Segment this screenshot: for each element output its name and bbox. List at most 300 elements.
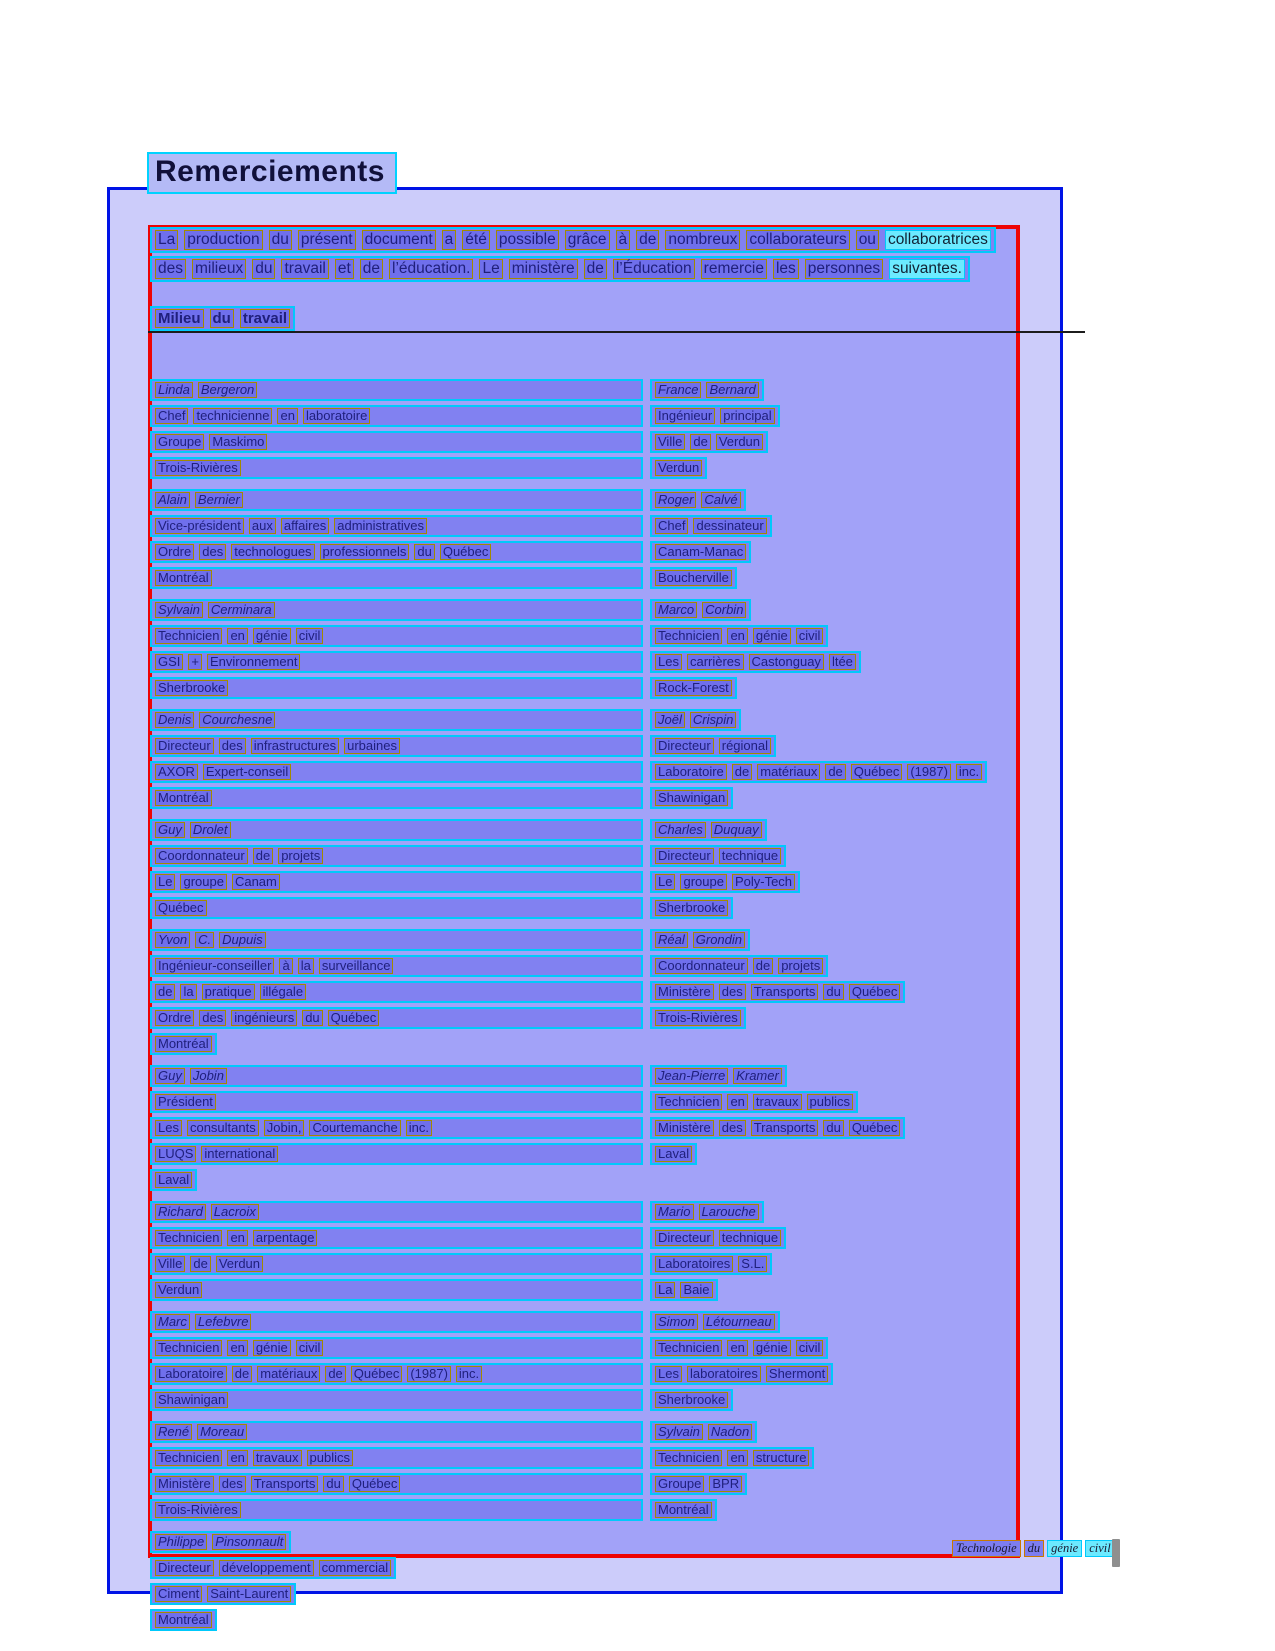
right-column-cell <box>650 1091 858 1113</box>
word-box: de <box>325 1366 345 1382</box>
word-box: de <box>155 984 175 1000</box>
line-highlight <box>650 677 737 699</box>
word-box: Rock-Forest <box>655 680 732 696</box>
word-box: Marco <box>655 602 697 618</box>
word-box: illégale <box>260 984 306 1000</box>
line-highlight <box>650 1007 746 1029</box>
word-box: Transports <box>751 984 819 1000</box>
word-box: Ordre <box>155 1010 194 1026</box>
right-column-cell <box>650 599 751 621</box>
word-box: La <box>155 230 178 250</box>
acknowledgement-group <box>150 599 1020 699</box>
word-box: Courtemanche <box>309 1120 400 1136</box>
list-row <box>150 955 1020 977</box>
word-box: aux <box>249 518 276 534</box>
word-box: Shawinigan <box>655 790 728 806</box>
word-box: Montréal <box>655 1502 712 1518</box>
line-highlight <box>650 457 707 479</box>
right-column-cell <box>650 1227 786 1249</box>
word-box: en <box>727 1340 747 1356</box>
word-box: Baie <box>680 1282 712 1298</box>
word-box: Technicien <box>155 1450 222 1466</box>
line-highlight <box>650 955 828 977</box>
list-row <box>150 1033 1020 1055</box>
page-number-mark <box>1112 1539 1120 1567</box>
acknowledgement-group <box>150 929 1020 1055</box>
word-box: Kramer <box>733 1068 782 1084</box>
word-box: travaux <box>753 1094 802 1110</box>
line-highlight <box>150 1007 643 1029</box>
acknowledgement-group <box>150 489 1020 589</box>
word-box: Québec <box>351 1366 403 1382</box>
right-column-cell <box>650 929 750 951</box>
line-highlight <box>150 1033 217 1055</box>
word-box: Ville <box>155 1256 185 1272</box>
list-row <box>150 1583 1020 1605</box>
word-box: a <box>442 230 457 250</box>
word-box: Boucherville <box>655 570 732 586</box>
word-box: Ingénieur <box>655 408 715 424</box>
word-box: Directeur <box>155 1560 214 1576</box>
word-box: Directeur <box>655 1230 714 1246</box>
word-box: et <box>335 259 354 279</box>
right-column-cell <box>650 1201 764 1223</box>
page-title: Remerciements <box>147 152 397 194</box>
word-box: Laval <box>155 1172 192 1188</box>
word-box: du <box>323 1476 343 1492</box>
line-highlight <box>150 1065 643 1087</box>
left-column-cell <box>150 1117 643 1139</box>
right-column-cell <box>650 515 772 537</box>
word-box: Laboratoire <box>155 1366 227 1382</box>
word-box: Le <box>155 874 175 890</box>
word-box: ingénieurs <box>231 1010 297 1026</box>
word-box: de <box>190 1256 210 1272</box>
right-column-cell <box>650 405 780 427</box>
word-box: Verdun <box>216 1256 263 1272</box>
line-highlight <box>650 1447 814 1469</box>
word-box: possible <box>496 230 559 250</box>
word-box: été <box>462 230 490 250</box>
line-highlight <box>150 787 643 809</box>
list-row <box>150 1363 1020 1385</box>
footer-word-box: du <box>1024 1540 1045 1557</box>
left-column-cell <box>150 709 643 731</box>
word-box: Larouche <box>699 1204 759 1220</box>
line-highlight <box>650 1201 764 1223</box>
word-box: Laval <box>655 1146 692 1162</box>
word-box: Technicien <box>655 1450 722 1466</box>
line-highlight <box>650 567 737 589</box>
word-box: Sherbrooke <box>655 1392 728 1408</box>
word-box: Dupuis <box>219 932 265 948</box>
line-highlight <box>650 1065 787 1087</box>
word-box: dessinateur <box>693 518 766 534</box>
line-highlight <box>650 1389 733 1411</box>
list-row <box>150 1143 1020 1165</box>
right-column-cell <box>650 1499 717 1521</box>
list-row <box>150 599 1020 621</box>
left-column-cell <box>150 1279 643 1301</box>
word-box: Grondin <box>693 932 745 948</box>
right-column-cell <box>650 1007 746 1029</box>
right-column-cell <box>650 1337 828 1359</box>
word-box: Simon <box>655 1314 698 1330</box>
list-row <box>150 1421 1020 1443</box>
word-box: les <box>773 259 799 279</box>
word-box: AXOR <box>155 764 198 780</box>
list-row <box>150 1065 1020 1087</box>
word-box: administratives <box>334 518 427 534</box>
right-column-cell <box>650 1143 697 1165</box>
right-column-cell <box>650 761 987 783</box>
left-column-cell <box>150 405 643 427</box>
word-box: Pinsonnault <box>212 1534 286 1550</box>
word-box: Trois-Rivières <box>155 1502 241 1518</box>
left-column-cell <box>150 1473 643 1495</box>
list-row <box>150 489 1020 511</box>
word-box: ltée <box>829 654 856 670</box>
right-column-cell <box>650 489 746 511</box>
list-row <box>150 541 1020 563</box>
line-highlight <box>150 1363 643 1385</box>
line-highlight <box>150 457 643 479</box>
word-box: Charles <box>655 822 706 838</box>
word-box: génie <box>753 1340 791 1356</box>
word-box: pratique <box>202 984 255 1000</box>
line-highlight <box>650 735 776 757</box>
word-box: Bernier <box>195 492 243 508</box>
left-column-cell <box>150 897 643 919</box>
acknowledgement-group <box>150 1421 1020 1521</box>
footer-word-box: génie <box>1047 1540 1082 1557</box>
word-box: technique <box>719 848 781 864</box>
line-highlight <box>650 871 800 893</box>
word-box: Ingénieur-conseiller <box>155 958 274 974</box>
word-box: des <box>199 544 226 560</box>
word-box: Canam <box>232 874 280 890</box>
right-column-cell <box>650 709 741 731</box>
word-box: Marc <box>155 1314 190 1330</box>
line-highlight <box>650 1337 828 1359</box>
word-box: travail <box>240 309 290 328</box>
word-box: Denis <box>155 712 194 728</box>
word-box: publics <box>307 1450 353 1466</box>
word-box: Guy <box>155 822 185 838</box>
word-box: Alain <box>155 492 190 508</box>
word-box: Vice-président <box>155 518 244 534</box>
word-box: à <box>279 958 292 974</box>
list-row <box>150 787 1020 809</box>
word-box: Montréal <box>155 1612 212 1628</box>
line-highlight <box>150 761 643 783</box>
word-box: Moreau <box>197 1424 247 1440</box>
word-box: Le <box>655 874 675 890</box>
word-box: Directeur <box>655 738 714 754</box>
right-column-cell <box>650 1253 772 1275</box>
right-column-cell <box>650 1473 747 1495</box>
right-column-cell <box>650 1363 833 1385</box>
left-column-cell <box>150 1557 643 1579</box>
word-box: Québec <box>849 984 901 1000</box>
list-row <box>150 1169 1020 1191</box>
word-box: en <box>277 408 297 424</box>
word-box: Québec <box>849 1120 901 1136</box>
word-box: Ciment <box>155 1586 202 1602</box>
word-box: + <box>188 654 202 670</box>
footer-word-box: civil <box>1085 1540 1115 1557</box>
word-box: Roger <box>655 492 696 508</box>
word-box: à <box>616 230 631 250</box>
word-box: Corbin <box>702 602 746 618</box>
word-box: Jobin <box>190 1068 227 1084</box>
word-box: Expert-conseil <box>203 764 291 780</box>
word-box: génie <box>253 628 291 644</box>
right-column-cell <box>650 1117 905 1139</box>
left-column-cell <box>150 1389 643 1411</box>
word-box: Verdun <box>716 434 763 450</box>
line-highlight <box>150 1473 643 1495</box>
word-box: groupe <box>680 874 726 890</box>
list-row <box>150 1091 1020 1113</box>
word-box: des <box>719 1120 746 1136</box>
line-highlight <box>650 1363 833 1385</box>
word-box: travail <box>281 259 328 279</box>
word-box: matériaux <box>257 1366 320 1382</box>
acknowledgement-group <box>150 1311 1020 1411</box>
left-column-cell <box>150 1169 643 1191</box>
word-box: l’éducation. <box>389 259 473 279</box>
list-row <box>150 625 1020 647</box>
word-box: Technicien <box>655 1340 722 1356</box>
line-highlight <box>650 1091 858 1113</box>
right-column-cell <box>650 431 768 453</box>
right-column-cell <box>650 625 828 647</box>
word-box: du <box>252 259 275 279</box>
word-box: structure <box>753 1450 810 1466</box>
line-highlight <box>650 981 905 1003</box>
right-column-cell <box>650 871 800 893</box>
left-column-cell <box>150 515 643 537</box>
line-highlight <box>650 897 733 919</box>
word-box: du <box>269 230 292 250</box>
word-box: Technicien <box>655 628 722 644</box>
word-box: Québec <box>328 1010 380 1026</box>
left-column-cell <box>150 1253 643 1275</box>
list-row <box>150 761 1020 783</box>
right-column-cell <box>650 651 861 673</box>
word-box: civil <box>796 1340 824 1356</box>
line-highlight <box>150 1253 643 1275</box>
word-box: Jean-Pierre <box>655 1068 728 1084</box>
word-box: Coordonnateur <box>155 848 248 864</box>
word-box: en <box>227 1340 247 1356</box>
word-box: en <box>727 628 747 644</box>
word-box: Trois-Rivières <box>655 1010 741 1026</box>
left-column-cell <box>150 1531 643 1553</box>
line-highlight <box>150 897 643 919</box>
word-box: Groupe <box>155 434 204 450</box>
left-column-cell <box>150 1065 643 1087</box>
list-row <box>150 819 1020 841</box>
list-row <box>150 1253 1020 1275</box>
word-box: Chef <box>655 518 688 534</box>
right-column-cell <box>650 787 733 809</box>
word-box: Duquay <box>711 822 762 838</box>
right-column-cell <box>650 955 828 977</box>
line-highlight <box>650 431 768 453</box>
word-box: Environnement <box>207 654 300 670</box>
left-column-cell <box>150 567 643 589</box>
word-box: régional <box>719 738 771 754</box>
word-box: génie <box>753 628 791 644</box>
word-box: Lacroix <box>211 1204 259 1220</box>
word-box: grâce <box>565 230 610 250</box>
word-box: projets <box>778 958 823 974</box>
word-box: génie <box>253 1340 291 1356</box>
list-row <box>150 1337 1020 1359</box>
right-column-cell <box>650 735 776 757</box>
list-row <box>150 1279 1020 1301</box>
list-row <box>150 1117 1020 1139</box>
word-box: Calvé <box>701 492 740 508</box>
word-box: LUQS <box>155 1146 196 1162</box>
section-heading <box>150 306 295 331</box>
acknowledgement-group <box>150 1065 1020 1191</box>
word-box: Bernard <box>706 382 758 398</box>
acknowledgement-group <box>150 1201 1020 1301</box>
word-box: matériaux <box>757 764 820 780</box>
word-box: Directeur <box>155 738 214 754</box>
word-box: principal <box>720 408 774 424</box>
right-column-cell <box>650 1389 733 1411</box>
word-box: du <box>823 1120 843 1136</box>
word-box: personnes <box>805 259 883 279</box>
word-box: Trois-Rivières <box>155 460 241 476</box>
right-column-cell <box>650 541 751 563</box>
word-box: BPR <box>709 1476 742 1492</box>
word-box: des <box>199 1010 226 1026</box>
word-box: Mario <box>655 1204 694 1220</box>
word-box: Président <box>155 1094 216 1110</box>
word-box: milieux <box>192 259 246 279</box>
left-column-cell <box>150 431 643 453</box>
line-highlight <box>650 787 733 809</box>
word-box: Laboratoire <box>655 764 727 780</box>
list-row <box>150 1557 1020 1579</box>
word-box: remercie <box>701 259 767 279</box>
line-highlight <box>150 227 996 253</box>
line-highlight <box>150 1609 217 1631</box>
word-box: affaires <box>281 518 329 534</box>
word-box: nombreux <box>665 230 740 250</box>
word-box: la <box>298 958 314 974</box>
line-highlight <box>150 845 643 867</box>
right-column-cell <box>650 457 707 479</box>
line-highlight <box>650 1117 905 1139</box>
left-column-cell <box>150 625 643 647</box>
word-box: Crispin <box>690 712 736 728</box>
word-box: Le <box>479 259 502 279</box>
word-box: en <box>227 1230 247 1246</box>
left-column-cell <box>150 735 643 757</box>
word-box: du <box>302 1010 322 1026</box>
line-highlight <box>650 1499 717 1521</box>
line-highlight <box>650 405 780 427</box>
word-box: arpentage <box>253 1230 318 1246</box>
word-box: du <box>414 544 434 560</box>
word-box: Poly-Tech <box>732 874 795 890</box>
line-highlight <box>150 819 643 841</box>
line-highlight <box>650 819 767 841</box>
left-column-cell <box>150 819 643 841</box>
right-column-cell <box>650 981 905 1003</box>
word-box: Verdun <box>155 1282 202 1298</box>
line-highlight <box>150 955 643 977</box>
list-row <box>150 1227 1020 1249</box>
word-box: des <box>719 984 746 1000</box>
word-box: Courchesne <box>199 712 275 728</box>
word-box: Montréal <box>155 790 212 806</box>
line-highlight <box>150 929 643 951</box>
left-column-cell <box>150 541 643 563</box>
word-box: Ville <box>655 434 685 450</box>
word-box: Laboratoires <box>655 1256 733 1272</box>
word-box: Québec <box>440 544 492 560</box>
word-box: groupe <box>180 874 226 890</box>
word-box: des <box>219 738 246 754</box>
word-box: Groupe <box>655 1476 704 1492</box>
line-highlight <box>650 1227 786 1249</box>
line-highlight <box>150 599 643 621</box>
right-column-cell <box>650 677 737 699</box>
line-highlight <box>150 1447 643 1469</box>
list-row <box>150 567 1020 589</box>
word-box: de <box>690 434 710 450</box>
word-box: Maskimo <box>209 434 267 450</box>
word-box: Coordonnateur <box>655 958 748 974</box>
word-box: Philippe <box>155 1534 207 1550</box>
left-column-cell <box>150 1421 643 1443</box>
word-box: Bergeron <box>198 382 257 398</box>
word-box: technicienne <box>193 408 272 424</box>
list-row <box>150 1499 1020 1521</box>
right-column-cell <box>650 1421 757 1443</box>
word-box: Technicien <box>155 1340 222 1356</box>
word-box: travaux <box>253 1450 302 1466</box>
word-box: GSI <box>155 654 183 670</box>
left-column-cell <box>150 929 643 951</box>
line-highlight <box>150 1389 643 1411</box>
word-box: collaborateurs <box>746 230 849 250</box>
right-column-cell <box>650 1279 718 1301</box>
acknowledgement-group <box>150 379 1020 479</box>
word-box: Directeur <box>655 848 714 864</box>
word-box: production <box>184 230 262 250</box>
word-box: de <box>232 1366 252 1382</box>
word-box: commercial <box>319 1560 391 1576</box>
word-box: du <box>210 309 234 328</box>
word-box: suivantes. <box>889 259 965 279</box>
left-column-cell <box>150 1033 643 1055</box>
left-column-cell <box>150 1091 643 1113</box>
word-box: collaboratrices <box>885 230 991 250</box>
word-box: Montréal <box>155 570 212 586</box>
word-box: (1987) <box>407 1366 451 1382</box>
acknowledgement-group <box>150 819 1020 919</box>
word-box: Yvon <box>155 932 190 948</box>
line-highlight <box>650 1279 718 1301</box>
